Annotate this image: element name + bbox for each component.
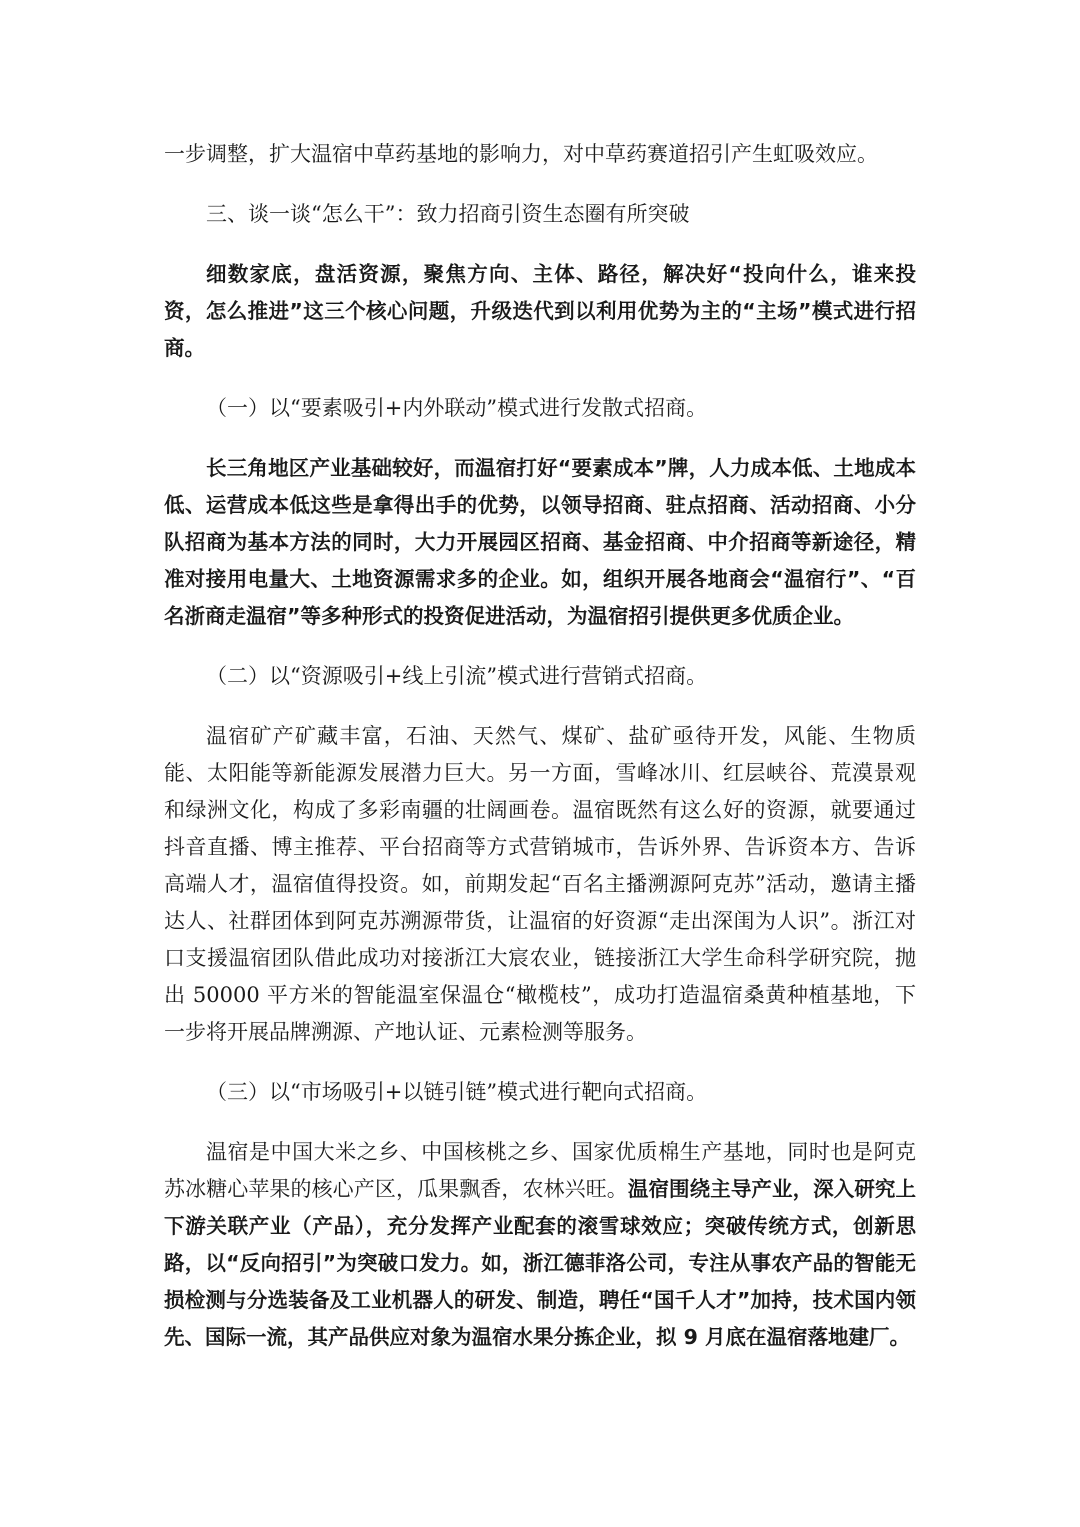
subheading-two: （二）以“资源吸引+线上引流”模式进行营销式招商。 (206, 664, 708, 688)
body-paragraph-three-plain: 温宿是中国大米之乡、中国核桃之乡、国家优质棉生产基地，同时也是阿克苏冰糖心苹果的核心产区，瓜果飘香，农林兴旺。 (164, 1140, 916, 1201)
document-page (164, 136, 916, 1356)
subheading-three: （三）以“市场吸引+以链引链”模式进行靶向式招商。 (206, 1080, 708, 1104)
paragraph-continuation: 一步调整，扩大温宿中草药基地的影响力，对中草药赛道招引产生虹吸效应。 (164, 142, 878, 166)
body-paragraph-three (164, 1134, 916, 1356)
bold-paragraph-one: 长三角地区产业基础较好，而温宿打好“要素成本”牌，人力成本低、土地成本低、运营成本低这些是拿得出手的优势，以领导招商、驻点招商、活动招商、小分队招商为基本方法的同时，大力开展园区招商、基金招商、中介招商等新途径，精准对接用电量大、土地资源需求多的企业。如，组织开展各地商会“温宿行”、“百名浙商走温宿”等多种形式的投资促进活动，为温宿招引提供更多优质企业。 (164, 456, 916, 628)
section-heading-three: 三、谈一谈“怎么干”：致力招商引资生态圈有所突破 (206, 202, 690, 226)
body-paragraph-three-bold: 温宿围绕主导产业，深入研究上下游关联产业（产品），充分发挥产业配套的滚雪球效应；突破传统方式，创新思路，以“反向招引”为突破口发力。如，浙江德菲洛公司，专注从事农产品的智能无损检测与分选装备及工业机器人的研发、制造，聘任“国千人才”加持，技术国内领先、国际一流，其产品供应对象为温宿水果分拣企业，拟 9 月底在温宿落地建厂。 (164, 1177, 917, 1349)
bold-summary-paragraph: 细数家底，盘活资源，聚焦方向、主体、路径，解决好“投向什么，谁来投资，怎么推进”这三个核心问题，升级迭代到以利用优势为主的“主场”模式进行招商。 (164, 262, 916, 360)
subheading-one: （一）以“要素吸引+内外联动”模式进行发散式招商。 (206, 396, 708, 420)
body-paragraph-two: 温宿矿产矿藏丰富，石油、天然气、煤矿、盐矿亟待开发，风能、生物质能、太阳能等新能源发展潜力巨大。另一方面，雪峰冰川、红层峡谷、荒漠景观和绿洲文化，构成了多彩南疆的壮阔画卷。温宿既然有这么好的资源，就要通过抖音直播、博主推荐、平台招商等方式营销城市，告诉外界、告诉资本方、告诉高端人才，温宿值得投资。如，前期发起“百名主播溯源阿克苏”活动，邀请主播达人、社群团体到阿克苏溯源带货，让温宿的好资源“走出深闺为人识”。浙江对口支援温宿团队借此成功对接浙江大宸农业，链接浙江大学生命科学研究院，抛出 50000 平方米的智能温室保温仓“橄榄枝”，成功打造温宿桑黄种植基地，下一步将开展品牌溯源、产地认证、元素检测等服务。 (164, 724, 916, 1044)
